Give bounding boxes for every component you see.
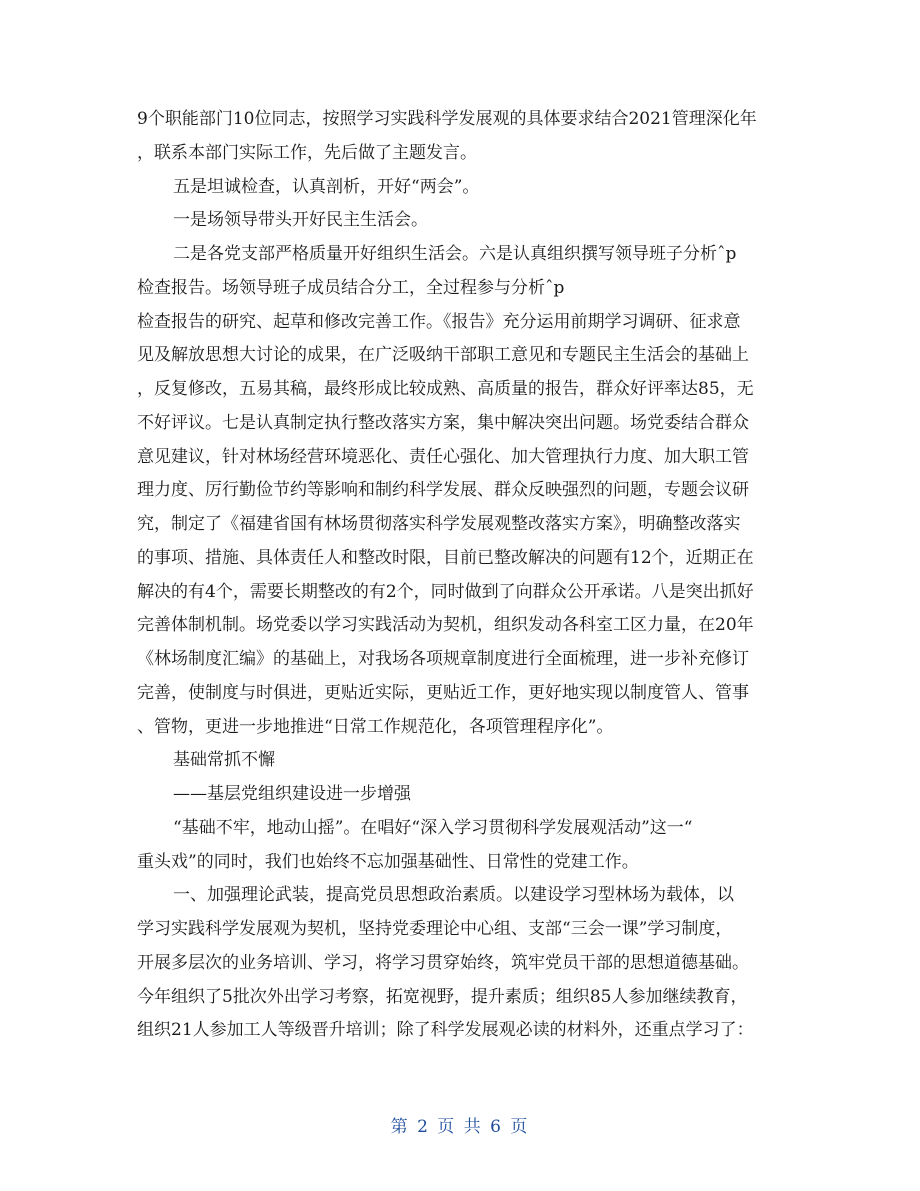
text-line: 见及解放思想大讨论的成果，在广泛吸纳干部职工意见和专题民主生活会的基础上 xyxy=(137,345,749,366)
text-line: 的事项、措施、具体责任人和整改时限，目前已整改解决的问题有12个，近期正在 xyxy=(137,547,754,568)
text-line: 一是场领导带头开好民主生活会。 xyxy=(173,210,428,231)
text-line: 不好评议。七是认真制定执行整改落实方案，集中解决突出问题。场党委结合群众 xyxy=(137,412,749,433)
text-line: 二是各党支部严格质量开好组织生活会。六是认真组织撰写领导班子分析ˆp xyxy=(173,244,737,264)
text-line: 基础常抓不懈 xyxy=(173,750,275,771)
text-line: 检查报告的研究、起草和修改完善工作。《报告》充分运用前期学习调研、征求意 xyxy=(137,311,741,332)
text-line: 、管物，更进一步地推进“日常工作规范化，各项管理程序化”。 xyxy=(137,716,614,737)
text-line: 理力度、厉行勤俭节约等影响和制约科学发展、群众反映强烈的问题，专题会议研 xyxy=(137,480,749,501)
text-line: ，反复修改，五易其稿，最终形成比较成熟、高质量的报告，群众好评率达85，无 xyxy=(137,379,754,399)
text-line: 重头戏”的同时，我们也始终不忘加强基础性、日常性的党建工作。 xyxy=(137,851,639,872)
text-line: 完善体制机制。场党委以学习实践活动为契机，组织发动各科室工区力量，在20年 xyxy=(137,615,754,636)
text-line: “基础不牢，地动山摇”。在唱好“深入学习贯彻科学发展观活动”这一“ xyxy=(173,817,693,838)
text-line: 今年组织了5批次外出学习考察，拓宽视野，提升素质；组织85人参加继续教育， xyxy=(137,986,748,1007)
text-line: 9个职能部门10位同志，按照学习实践科学发展观的具体要求结合2021管理深化年 xyxy=(137,109,757,129)
text-line: 《林场制度汇编》的基础上，对我场各项规章制度进行全面梳理，进一步补充修订 xyxy=(137,649,749,669)
text-line: 意见建议，针对林场经营环境恶化、责任心强化、加大管理执行力度、加大职工管 xyxy=(137,446,749,467)
text-line: 学习实践科学发展观为契机，坚持党委理论中心组、支部“三会一课”学习制度， xyxy=(137,919,733,939)
text-line: 组织21人参加工人等级晋升培训；除了科学发展观必读的材料外，还重点学习了： xyxy=(137,1020,754,1041)
page-number: 第 2 页 共 6 页 xyxy=(390,1117,530,1137)
text-line: ——基层党组织建设进一步增强 xyxy=(173,784,411,804)
text-line: 一、加强理论武装，提高党员思想政治素质。以建设学习型林场为载体，以 xyxy=(173,885,734,906)
text-line: 开展多层次的业务培训、学习，将学习贯穿始终，筑牢党员干部的思想道德基础。 xyxy=(137,952,749,973)
text-line: 究，制定了《福建省国有林场贯彻落实科学发展观整改落实方案》，明确整改落实 xyxy=(137,514,741,534)
text-line: 五是坦诚检查，认真剖析，开好“两会”。 xyxy=(173,176,480,197)
text-line: ，联系本部门实际工作，先后做了主题发言。 xyxy=(137,142,477,163)
text-line: 检查报告。场领导班子成员结合分工，全过程参与分析ˆp xyxy=(137,277,565,298)
document-body xyxy=(137,104,787,1049)
text-line: 解决的有4个，需要长期整改的有2个，同时做到了向群众公开承诺。八是突出抓好 xyxy=(137,581,754,602)
text-line: 完善，使制度与时俱进，更贴近实际，更贴近工作，更好地实现以制度管人、管事 xyxy=(137,682,749,703)
